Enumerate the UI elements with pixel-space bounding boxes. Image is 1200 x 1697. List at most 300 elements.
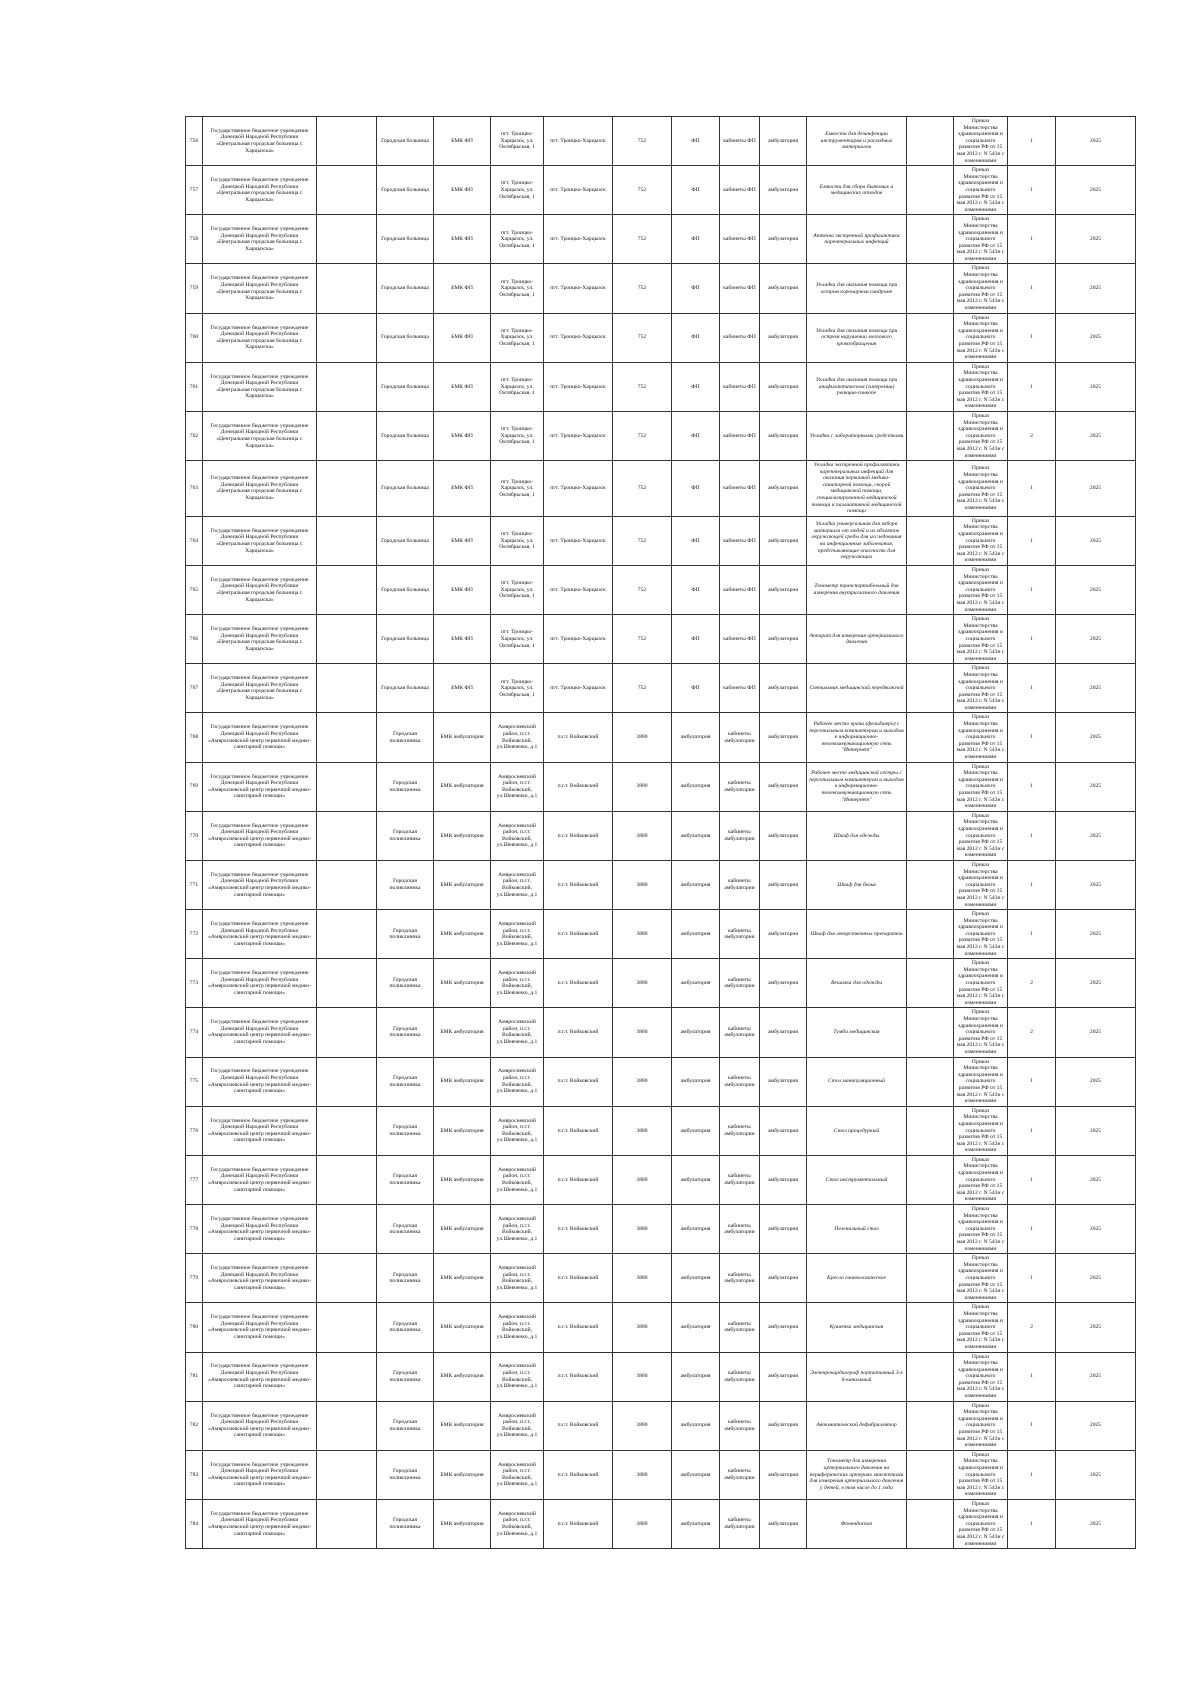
population-cell: 3880	[613, 1254, 672, 1303]
address-cell: пгт. Троицко-Харцызск, ул. Октябрьская, 1	[491, 516, 544, 565]
section-cell: амбулатория	[760, 1254, 807, 1303]
year-cell: 2025	[1056, 1008, 1136, 1057]
legal-basis-cell: Приказ Министерства здравоохранения и социального развития РФ от 15 мая 2012 г. N 543н с изменениями	[954, 1106, 1008, 1155]
kind-cell: ФП	[672, 166, 720, 215]
year-cell: 2025	[1056, 1106, 1136, 1155]
kind-cell: амбулатория	[672, 1155, 720, 1204]
empty-cell	[907, 313, 954, 362]
unit-cell: БМК амбулатория	[434, 811, 491, 860]
table-row	[186, 166, 1136, 215]
address-cell: Амвросиевский район, п.г.т. Войковский, ул.Шевченко, д.1	[491, 1008, 544, 1057]
row-number: 783	[186, 1450, 203, 1499]
organization-cell: Государственное бюджетное учреждение Донецкой Народной Республики «Центральная городская больница г. Харцызска»	[203, 566, 317, 615]
quantity-cell: 2	[1008, 411, 1056, 460]
table-row	[186, 1205, 1136, 1254]
room-cell: кабинеты ФП	[720, 411, 760, 460]
row-number: 772	[186, 910, 203, 959]
equipment-register-table	[185, 116, 1136, 1549]
unit-cell: БМК амбулатория	[434, 1450, 491, 1499]
empty-cell	[317, 1057, 377, 1106]
kind-cell: амбулатория	[672, 1057, 720, 1106]
unit-cell: БМК амбулатория	[434, 713, 491, 762]
equipment-name-cell: Кресло гинекологическое	[807, 1254, 907, 1303]
organization-cell: Государственное бюджетное учреждение Донецкой Народной Республики «Центральная городская больница г. Харцызска»	[203, 313, 317, 362]
equipment-name-cell: Вешалка для одежды	[807, 959, 907, 1008]
quantity-cell: 1	[1008, 713, 1056, 762]
table-row	[186, 615, 1136, 664]
empty-cell	[317, 117, 377, 166]
empty-cell	[907, 1450, 954, 1499]
empty-cell	[907, 713, 954, 762]
section-cell: амбулатория	[760, 166, 807, 215]
empty-cell	[317, 516, 377, 565]
equipment-name-cell: Стол манипуляционный	[807, 1057, 907, 1106]
section-cell: амбулатория	[760, 313, 807, 362]
facility-type-cell: Городская поликлиника	[377, 910, 434, 959]
empty-cell	[317, 1303, 377, 1352]
locality-cell: пгт. Троицко-Харцызск	[544, 615, 613, 664]
empty-cell	[907, 411, 954, 460]
year-cell: 2025	[1056, 411, 1136, 460]
unit-cell: БМК ФП	[434, 313, 491, 362]
address-cell: Амвросиевский район, п.г.т. Войковский, ул.Шевченко, д.1	[491, 1155, 544, 1204]
equipment-name-cell: Аптечка экстренной профилактики парентеральных инфекций	[807, 215, 907, 264]
legal-basis-cell: Приказ Министерства здравоохранения и социального развития РФ от 15 мая 2012 г. N 543н с изменениями	[954, 762, 1008, 811]
empty-cell	[907, 860, 954, 909]
quantity-cell: 1	[1008, 1057, 1056, 1106]
table-row	[186, 461, 1136, 517]
empty-cell	[317, 664, 377, 713]
organization-cell: Государственное бюджетное учреждение Донецкой Народной Республики «Амвросиевский центр первичной медико-санитарной помощи»	[203, 762, 317, 811]
kind-cell: амбулатория	[672, 1352, 720, 1401]
facility-type-cell: Городская поликлиника	[377, 713, 434, 762]
quantity-cell: 1	[1008, 1106, 1056, 1155]
kind-cell: ФП	[672, 264, 720, 313]
unit-cell: БМК амбулатория	[434, 1008, 491, 1057]
kind-cell: ФП	[672, 362, 720, 411]
row-number: 770	[186, 811, 203, 860]
section-cell: амбулатория	[760, 664, 807, 713]
empty-cell	[907, 362, 954, 411]
quantity-cell: 2	[1008, 959, 1056, 1008]
population-cell: 3880	[613, 762, 672, 811]
address-cell: пгт. Троицко-Харцызск, ул. Октябрьская, 1	[491, 166, 544, 215]
legal-basis-cell: Приказ Министерства здравоохранения и социального развития РФ от 15 мая 2012 г. N 543н с изменениями	[954, 615, 1008, 664]
address-cell: пгт. Троицко-Харцызск, ул. Октябрьская, 1	[491, 566, 544, 615]
quantity-cell: 1	[1008, 264, 1056, 313]
unit-cell: БМК ФП	[434, 166, 491, 215]
organization-cell: Государственное бюджетное учреждение Донецкой Народной Республики «Амвросиевский центр первичной медико-санитарной помощи»	[203, 1057, 317, 1106]
section-cell: амбулатория	[760, 362, 807, 411]
organization-cell: Государственное бюджетное учреждение Донецкой Народной Республики «Амвросиевский центр первичной медико-санитарной помощи»	[203, 1450, 317, 1499]
table-row	[186, 664, 1136, 713]
address-cell: Амвросиевский район, п.г.т. Войковский, ул.Шевченко, д.1	[491, 959, 544, 1008]
locality-cell: п.г.т. Войковский	[544, 1352, 613, 1401]
equipment-name-cell: Кушетка медицинская	[807, 1303, 907, 1352]
section-cell: амбулатория	[760, 1450, 807, 1499]
table-row	[186, 1450, 1136, 1499]
legal-basis-cell: Приказ Министерства здравоохранения и социального развития РФ от 15 мая 2012 г. N 543н с изменениями	[954, 1057, 1008, 1106]
legal-basis-cell: Приказ Министерства здравоохранения и социального развития РФ от 15 мая 2012 г. N 543н с изменениями	[954, 166, 1008, 215]
locality-cell: п.г.т. Войковский	[544, 1008, 613, 1057]
locality-cell: пгт. Троицко-Харцызск	[544, 166, 613, 215]
legal-basis-cell: Приказ Министерства здравоохранения и социального развития РФ от 15 мая 2012 г. N 543н с изменениями	[954, 215, 1008, 264]
address-cell: Амвросиевский район, п.г.т. Войковский, ул.Шевченко, д.1	[491, 1106, 544, 1155]
legal-basis-cell: Приказ Министерства здравоохранения и социального развития РФ от 15 мая 2012 г. N 543н с изменениями	[954, 1401, 1008, 1450]
quantity-cell: 1	[1008, 166, 1056, 215]
facility-type-cell: Городская больница	[377, 166, 434, 215]
facility-type-cell: Городская поликлиника	[377, 1352, 434, 1401]
unit-cell: БМК амбулатория	[434, 1205, 491, 1254]
quantity-cell: 1	[1008, 1205, 1056, 1254]
population-cell: 3880	[613, 1303, 672, 1352]
empty-cell	[317, 1106, 377, 1155]
table-row	[186, 959, 1136, 1008]
kind-cell: амбулатория	[672, 1205, 720, 1254]
population-cell: 3880	[613, 1450, 672, 1499]
table-row	[186, 811, 1136, 860]
population-cell: 3880	[613, 1106, 672, 1155]
kind-cell: амбулатория	[672, 1303, 720, 1352]
row-number: 773	[186, 959, 203, 1008]
quantity-cell: 1	[1008, 566, 1056, 615]
empty-cell	[317, 1450, 377, 1499]
equipment-name-cell: Емкости для дезинфекции инструментария и расходных материалов	[807, 117, 907, 166]
facility-type-cell: Городская поликлиника	[377, 959, 434, 1008]
locality-cell: п.г.т. Войковский	[544, 1155, 613, 1204]
organization-cell: Государственное бюджетное учреждение Донецкой Народной Республики «Амвросиевский центр первичной медико-санитарной помощи»	[203, 1303, 317, 1352]
empty-cell	[907, 516, 954, 565]
legal-basis-cell: Приказ Министерства здравоохранения и социального развития РФ от 15 мая 2012 г. N 543н с изменениями	[954, 1205, 1008, 1254]
equipment-name-cell: Укладка для оказания помощи при остром коронарном синдроме	[807, 264, 907, 313]
empty-cell	[317, 762, 377, 811]
address-cell: Амвросиевский район, п.г.т. Войковский, ул.Шевченко, д.1	[491, 1303, 544, 1352]
organization-cell: Государственное бюджетное учреждение Донецкой Народной Республики «Амвросиевский центр первичной медико-санитарной помощи»	[203, 1254, 317, 1303]
table-row	[186, 713, 1136, 762]
legal-basis-cell: Приказ Министерства здравоохранения и социального развития РФ от 15 мая 2012 г. N 543н с изменениями	[954, 362, 1008, 411]
empty-cell	[907, 1155, 954, 1204]
section-cell: амбулатория	[760, 1401, 807, 1450]
quantity-cell: 1	[1008, 762, 1056, 811]
address-cell: Амвросиевский район, п.г.т. Войковский, ул.Шевченко, д.1	[491, 762, 544, 811]
empty-cell	[317, 1401, 377, 1450]
quantity-cell: 1	[1008, 1450, 1056, 1499]
unit-cell: БМК амбулатория	[434, 959, 491, 1008]
legal-basis-cell: Приказ Министерства здравоохранения и социального развития РФ от 15 мая 2012 г. N 543н с изменениями	[954, 860, 1008, 909]
organization-cell: Государственное бюджетное учреждение Донецкой Народной Республики «Центральная городская больница г. Харцызска»	[203, 215, 317, 264]
population-cell: 3880	[613, 860, 672, 909]
kind-cell: ФП	[672, 615, 720, 664]
empty-cell	[907, 264, 954, 313]
row-number: 780	[186, 1303, 203, 1352]
table-row	[186, 1401, 1136, 1450]
locality-cell: п.г.т. Войковский	[544, 762, 613, 811]
locality-cell: пгт. Троицко-Харцызск	[544, 566, 613, 615]
kind-cell: амбулатория	[672, 860, 720, 909]
row-number: 758	[186, 215, 203, 264]
legal-basis-cell: Приказ Министерства здравоохранения и социального развития РФ от 15 мая 2012 г. N 543н с изменениями	[954, 1254, 1008, 1303]
row-number: 767	[186, 664, 203, 713]
quantity-cell: 1	[1008, 1499, 1056, 1548]
legal-basis-cell: Приказ Министерства здравоохранения и социального развития РФ от 15 мая 2012 г. N 543н с изменениями	[954, 117, 1008, 166]
empty-cell	[317, 713, 377, 762]
organization-cell: Государственное бюджетное учреждение Донецкой Народной Республики «Центральная городская больница г. Харцызска»	[203, 516, 317, 565]
facility-type-cell: Городская больница	[377, 313, 434, 362]
locality-cell: п.г.т. Войковский	[544, 1499, 613, 1548]
year-cell: 2025	[1056, 1450, 1136, 1499]
quantity-cell: 1	[1008, 313, 1056, 362]
empty-cell	[907, 762, 954, 811]
table-row	[186, 117, 1136, 166]
unit-cell: БМК амбулатория	[434, 1106, 491, 1155]
address-cell: пгт. Троицко-Харцызск, ул. Октябрьская, 1	[491, 461, 544, 517]
address-cell: пгт. Троицко-Харцызск, ул. Октябрьская, 1	[491, 313, 544, 362]
population-cell: 752	[613, 362, 672, 411]
row-number: 766	[186, 615, 203, 664]
table-row	[186, 1057, 1136, 1106]
locality-cell: п.г.т. Войковский	[544, 959, 613, 1008]
year-cell: 2025	[1056, 664, 1136, 713]
quantity-cell: 1	[1008, 1352, 1056, 1401]
unit-cell: БМК ФП	[434, 362, 491, 411]
facility-type-cell: Городская больница	[377, 615, 434, 664]
address-cell: Амвросиевский район, п.г.т. Войковский, ул.Шевченко, д.1	[491, 1057, 544, 1106]
room-cell: кабинеты амбулатории	[720, 762, 760, 811]
register-sheet	[185, 116, 1135, 1549]
section-cell: амбулатория	[760, 215, 807, 264]
year-cell: 2025	[1056, 1401, 1136, 1450]
population-cell: 752	[613, 411, 672, 460]
locality-cell: пгт. Троицко-Харцызск	[544, 461, 613, 517]
population-cell: 3880	[613, 1401, 672, 1450]
year-cell: 2025	[1056, 566, 1136, 615]
empty-cell	[317, 1008, 377, 1057]
locality-cell: пгт. Троицко-Харцызск	[544, 664, 613, 713]
empty-cell	[317, 1352, 377, 1401]
population-cell: 3880	[613, 1205, 672, 1254]
equipment-name-cell: Тумба медицинская	[807, 1008, 907, 1057]
population-cell: 3880	[613, 910, 672, 959]
row-number: 765	[186, 566, 203, 615]
table-row	[186, 762, 1136, 811]
legal-basis-cell: Приказ Министерства здравоохранения и социального развития РФ от 15 мая 2012 г. N 543н с изменениями	[954, 1155, 1008, 1204]
facility-type-cell: Городская поликлиника	[377, 1155, 434, 1204]
room-cell: кабинеты ФП	[720, 215, 760, 264]
equipment-name-cell: Шкаф для белья	[807, 860, 907, 909]
facility-type-cell: Городская поликлиника	[377, 1008, 434, 1057]
empty-cell	[317, 1254, 377, 1303]
row-number: 763	[186, 461, 203, 517]
quantity-cell: 1	[1008, 117, 1056, 166]
kind-cell: ФП	[672, 461, 720, 517]
section-cell: амбулатория	[760, 910, 807, 959]
legal-basis-cell: Приказ Министерства здравоохранения и социального развития РФ от 15 мая 2012 г. N 543н с изменениями	[954, 1008, 1008, 1057]
address-cell: Амвросиевский район, п.г.т. Войковский, ул.Шевченко, д.1	[491, 1450, 544, 1499]
facility-type-cell: Городская поликлиника	[377, 1106, 434, 1155]
address-cell: Амвросиевский район, п.г.т. Войковский, ул.Шевченко, д.1	[491, 811, 544, 860]
locality-cell: п.г.т. Войковский	[544, 1057, 613, 1106]
kind-cell: ФП	[672, 411, 720, 460]
unit-cell: БМК амбулатория	[434, 1303, 491, 1352]
kind-cell: амбулатория	[672, 910, 720, 959]
row-number: 757	[186, 166, 203, 215]
year-cell: 2025	[1056, 461, 1136, 517]
row-number: 781	[186, 1352, 203, 1401]
empty-cell	[317, 411, 377, 460]
year-cell: 2025	[1056, 215, 1136, 264]
room-cell: кабинеты ФП	[720, 516, 760, 565]
facility-type-cell: Городская больница	[377, 411, 434, 460]
legal-basis-cell: Приказ Министерства здравоохранения и социального развития РФ от 15 мая 2012 г. N 543н с изменениями	[954, 1499, 1008, 1548]
table-row	[186, 1008, 1136, 1057]
legal-basis-cell: Приказ Министерства здравоохранения и социального развития РФ от 15 мая 2012 г. N 543н с изменениями	[954, 713, 1008, 762]
year-cell: 2025	[1056, 713, 1136, 762]
empty-cell	[907, 910, 954, 959]
row-number: 784	[186, 1499, 203, 1548]
year-cell: 2025	[1056, 362, 1136, 411]
locality-cell: п.г.т. Войковский	[544, 860, 613, 909]
row-number: 761	[186, 362, 203, 411]
row-number: 771	[186, 860, 203, 909]
empty-cell	[907, 811, 954, 860]
address-cell: пгт. Троицко-Харцызск, ул. Октябрьская, 1	[491, 117, 544, 166]
year-cell: 2025	[1056, 1155, 1136, 1204]
legal-basis-cell: Приказ Министерства здравоохранения и социального развития РФ от 15 мая 2012 г. N 543н с изменениями	[954, 959, 1008, 1008]
population-cell: 752	[613, 516, 672, 565]
section-cell: амбулатория	[760, 811, 807, 860]
table-row	[186, 516, 1136, 565]
unit-cell: БМК амбулатория	[434, 1499, 491, 1548]
table-row	[186, 411, 1136, 460]
population-cell: 3880	[613, 959, 672, 1008]
room-cell: кабинеты амбулатории	[720, 959, 760, 1008]
address-cell: Амвросиевский район, п.г.т. Войковский, ул.Шевченко, д.1	[491, 1499, 544, 1548]
section-cell: амбулатория	[760, 615, 807, 664]
locality-cell: п.г.т. Войковский	[544, 910, 613, 959]
room-cell: кабинеты ФП	[720, 664, 760, 713]
equipment-name-cell: Рабочее место врача (фельдшера) с персональным компьютером и выходом в информационно-телекоммуникационную сеть "Интернет"	[807, 713, 907, 762]
facility-type-cell: Городская поликлиника	[377, 811, 434, 860]
organization-cell: Государственное бюджетное учреждение Донецкой Народной Республики «Амвросиевский центр первичной медико-санитарной помощи»	[203, 910, 317, 959]
row-number: 769	[186, 762, 203, 811]
facility-type-cell: Городская больница	[377, 566, 434, 615]
table-row	[186, 1155, 1136, 1204]
room-cell: кабинеты ФП	[720, 615, 760, 664]
room-cell: кабинеты амбулатории	[720, 1008, 760, 1057]
kind-cell: ФП	[672, 516, 720, 565]
table-row	[186, 362, 1136, 411]
unit-cell: БМК амбулатория	[434, 762, 491, 811]
address-cell: Амвросиевский район, п.г.т. Войковский, ул.Шевченко, д.1	[491, 860, 544, 909]
locality-cell: пгт. Троицко-Харцызск	[544, 264, 613, 313]
year-cell: 2025	[1056, 1057, 1136, 1106]
unit-cell: БМК ФП	[434, 117, 491, 166]
population-cell: 752	[613, 215, 672, 264]
table-row	[186, 1254, 1136, 1303]
organization-cell: Государственное бюджетное учреждение Донецкой Народной Республики «Амвросиевский центр первичной медико-санитарной помощи»	[203, 811, 317, 860]
equipment-name-cell: Фонендоскоп	[807, 1499, 907, 1548]
room-cell: кабинеты амбулатории	[720, 1352, 760, 1401]
room-cell: кабинеты ФП	[720, 117, 760, 166]
table-row	[186, 1303, 1136, 1352]
unit-cell: БМК ФП	[434, 461, 491, 517]
population-cell: 3880	[613, 811, 672, 860]
section-cell: амбулатория	[760, 1205, 807, 1254]
empty-cell	[907, 1106, 954, 1155]
year-cell: 2025	[1056, 1303, 1136, 1352]
unit-cell: БМК ФП	[434, 411, 491, 460]
row-number: 777	[186, 1155, 203, 1204]
address-cell: пгт. Троицко-Харцызск, ул. Октябрьская, 1	[491, 664, 544, 713]
population-cell: 3880	[613, 1057, 672, 1106]
equipment-name-cell: Емкости для сбора бытовых и медицинских отходов	[807, 166, 907, 215]
locality-cell: пгт. Троицко-Харцызск	[544, 117, 613, 166]
legal-basis-cell: Приказ Министерства здравоохранения и социального развития РФ от 15 мая 2012 г. N 543н с изменениями	[954, 461, 1008, 517]
population-cell: 3880	[613, 713, 672, 762]
empty-cell	[317, 1205, 377, 1254]
year-cell: 2025	[1056, 1499, 1136, 1548]
unit-cell: БМК амбулатория	[434, 910, 491, 959]
locality-cell: п.г.т. Войковский	[544, 1303, 613, 1352]
row-number: 760	[186, 313, 203, 362]
address-cell: пгт. Троицко-Харцызск, ул. Октябрьская, 1	[491, 615, 544, 664]
legal-basis-cell: Приказ Министерства здравоохранения и социального развития РФ от 15 мая 2012 г. N 543н с изменениями	[954, 811, 1008, 860]
empty-cell	[907, 1352, 954, 1401]
unit-cell: БМК ФП	[434, 566, 491, 615]
kind-cell: амбулатория	[672, 1254, 720, 1303]
unit-cell: БМК амбулатория	[434, 1155, 491, 1204]
empty-cell	[317, 1499, 377, 1548]
table-row	[186, 1106, 1136, 1155]
room-cell: кабинеты амбулатории	[720, 811, 760, 860]
organization-cell: Государственное бюджетное учреждение Донецкой Народной Республики «Амвросиевский центр первичной медико-санитарной помощи»	[203, 1205, 317, 1254]
equipment-name-cell: Электрокардиограф портативный 3-х 6-канальный	[807, 1352, 907, 1401]
table-row	[186, 1352, 1136, 1401]
room-cell: кабинеты амбулатории	[720, 1106, 760, 1155]
kind-cell: амбулатория	[672, 762, 720, 811]
kind-cell: ФП	[672, 215, 720, 264]
year-cell: 2025	[1056, 264, 1136, 313]
row-number: 756	[186, 117, 203, 166]
quantity-cell: 1	[1008, 1254, 1056, 1303]
quantity-cell: 1	[1008, 516, 1056, 565]
empty-cell	[317, 910, 377, 959]
room-cell: кабинеты ФП	[720, 566, 760, 615]
address-cell: пгт. Троицко-Харцызск, ул. Октябрьская, 1	[491, 264, 544, 313]
room-cell: кабинеты ФП	[720, 313, 760, 362]
population-cell: 752	[613, 615, 672, 664]
empty-cell	[317, 215, 377, 264]
kind-cell: амбулатория	[672, 959, 720, 1008]
empty-cell	[907, 215, 954, 264]
section-cell: амбулатория	[760, 713, 807, 762]
empty-cell	[907, 959, 954, 1008]
locality-cell: п.г.т. Войковский	[544, 1450, 613, 1499]
facility-type-cell: Городская поликлиника	[377, 1254, 434, 1303]
section-cell: амбулатория	[760, 264, 807, 313]
organization-cell: Государственное бюджетное учреждение Донецкой Народной Республики «Центральная городская больница г. Харцызска»	[203, 664, 317, 713]
section-cell: амбулатория	[760, 1106, 807, 1155]
legal-basis-cell: Приказ Министерства здравоохранения и социального развития РФ от 15 мая 2012 г. N 543н с изменениями	[954, 264, 1008, 313]
locality-cell: пгт. Троицко-Харцызск	[544, 516, 613, 565]
empty-cell	[907, 1401, 954, 1450]
organization-cell: Государственное бюджетное учреждение Донецкой Народной Республики «Центральная городская больница г. Харцызска»	[203, 461, 317, 517]
section-cell: амбулатория	[760, 516, 807, 565]
year-cell: 2025	[1056, 910, 1136, 959]
locality-cell: пгт. Троицко-Харцызск	[544, 411, 613, 460]
table-row	[186, 215, 1136, 264]
table-row	[186, 264, 1136, 313]
